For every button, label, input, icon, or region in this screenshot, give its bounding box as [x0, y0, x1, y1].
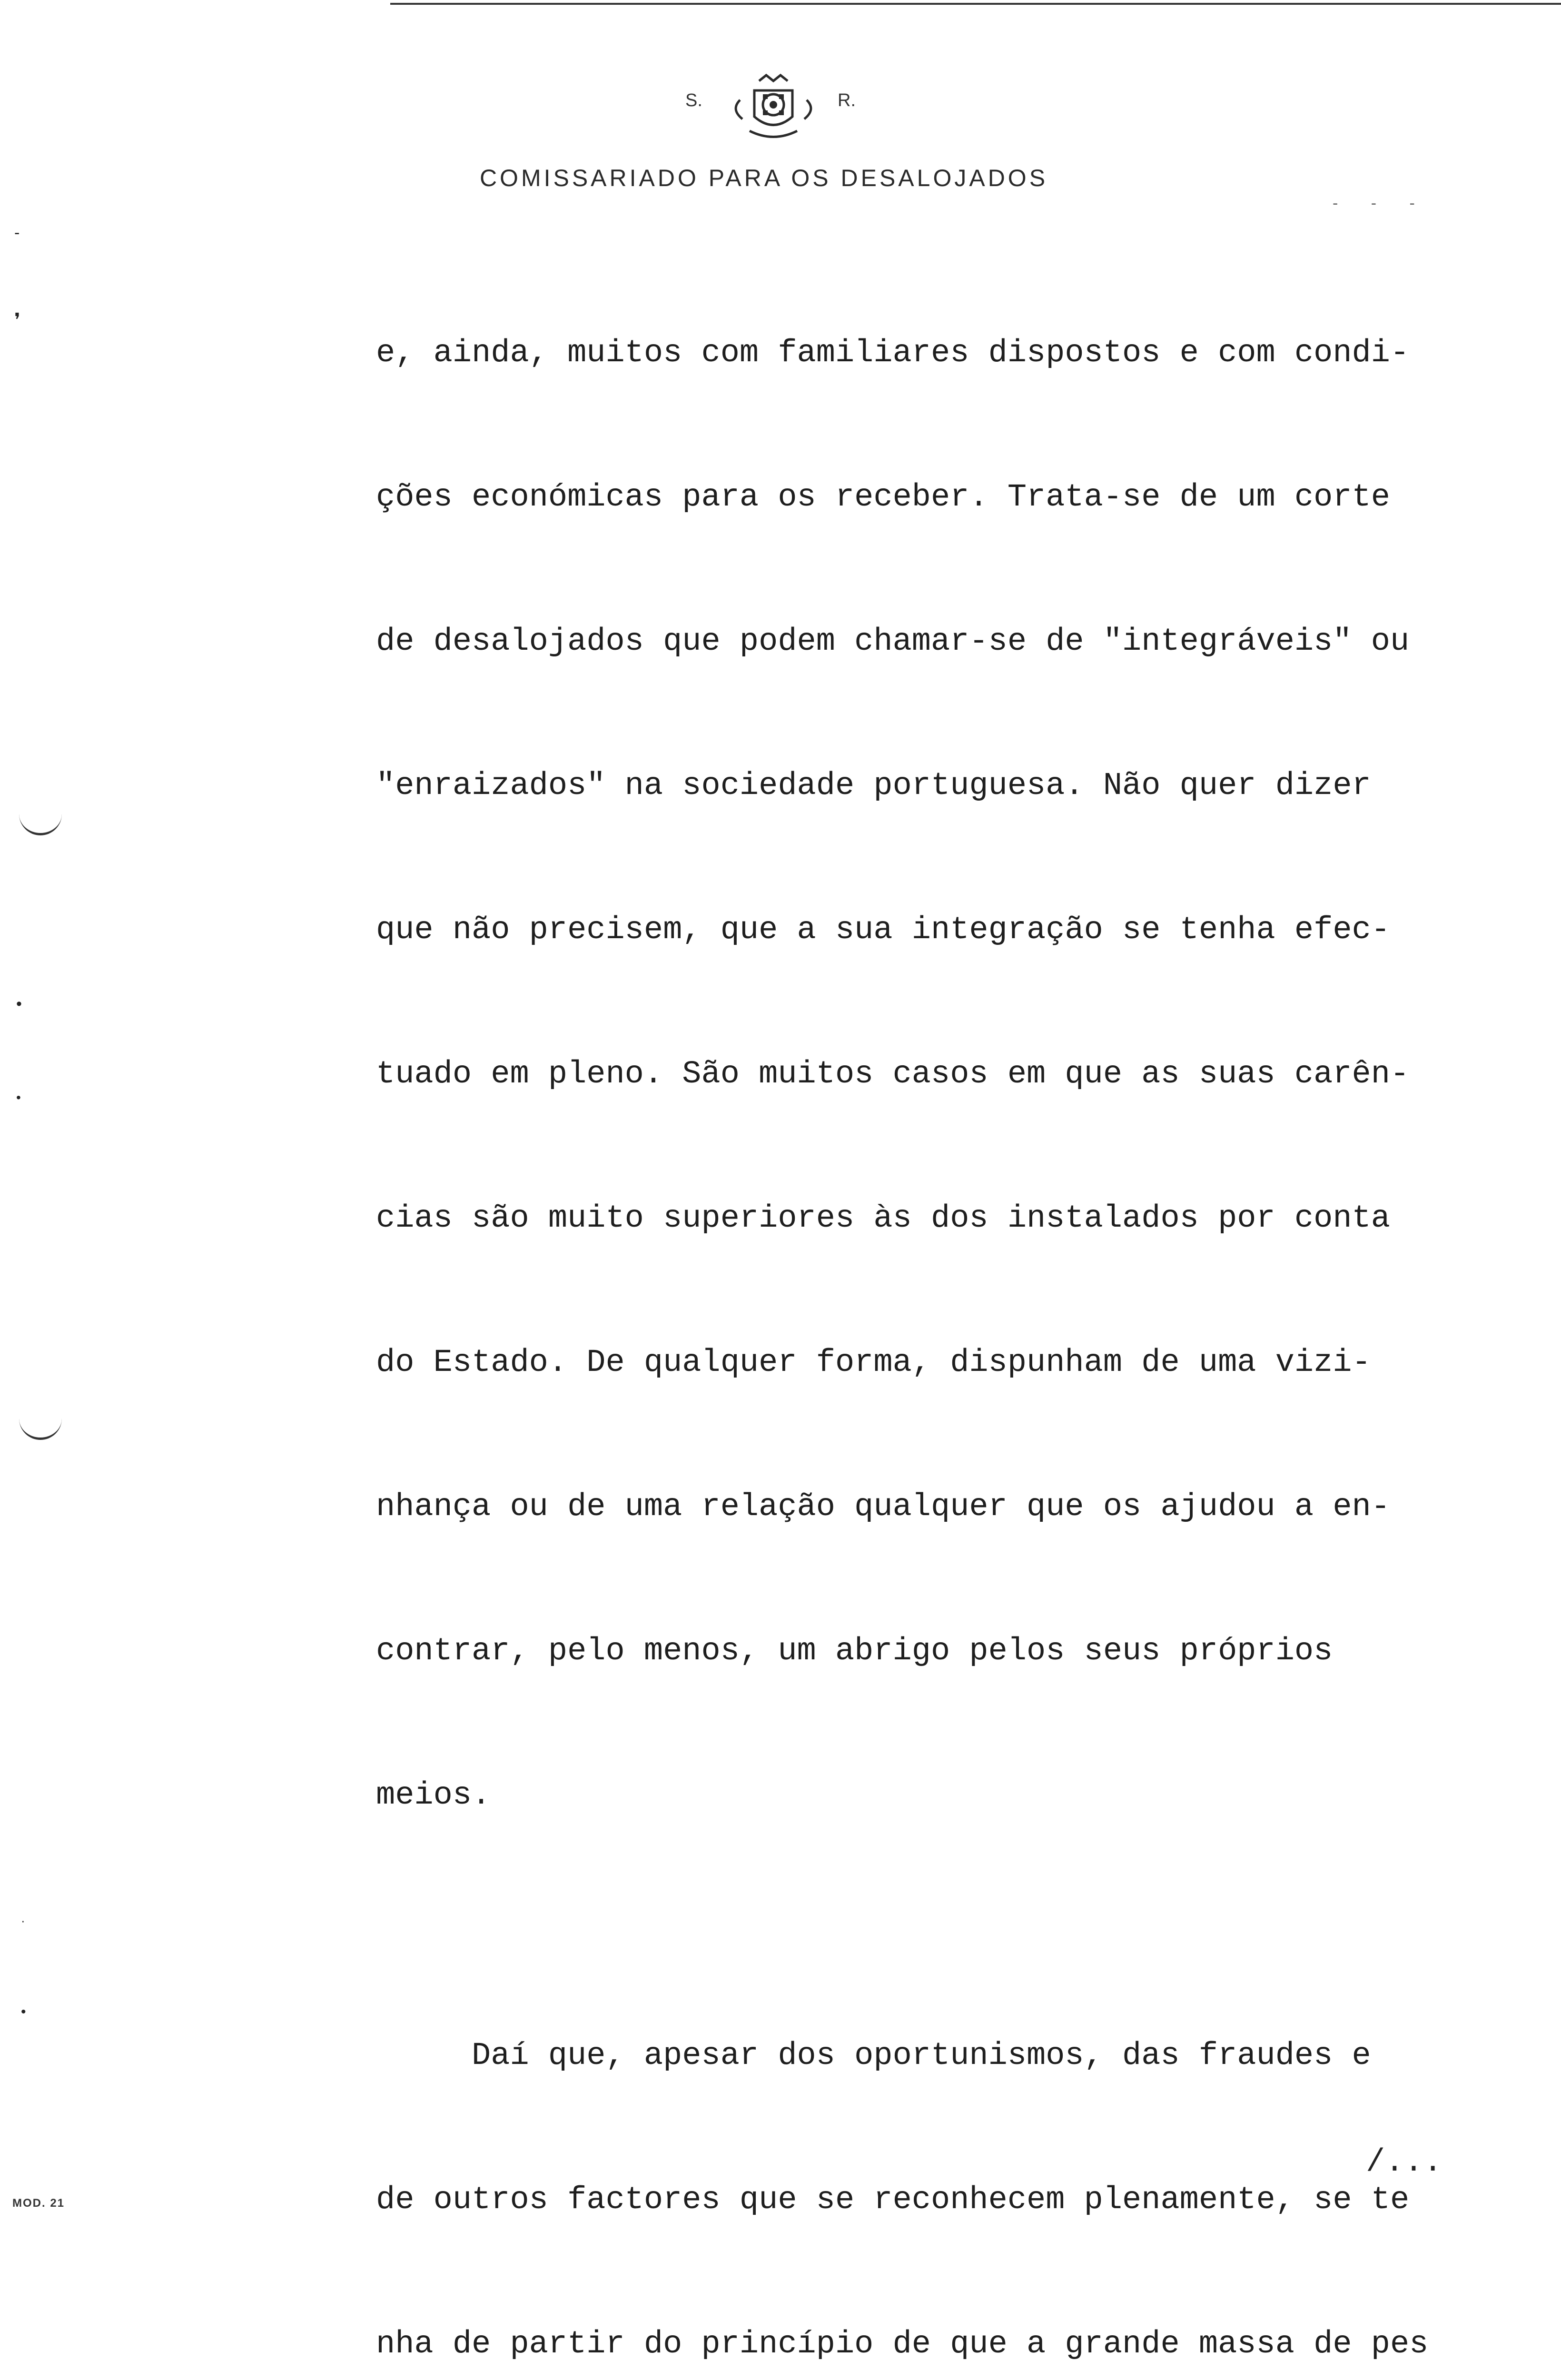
letterhead-right-letter: R. — [838, 90, 856, 110]
text-line: de desalojados que podem chamar-se de "integráveis" ou — [376, 624, 1410, 660]
text-line: do Estado. De qualquer forma, dispunham de uma vizi- — [376, 1345, 1371, 1381]
text-line: ções económicas para os receber. Trata-se de um corte — [376, 479, 1390, 516]
margin-arc — [19, 809, 62, 835]
letterhead — [0, 71, 1561, 212]
margin-arc — [19, 1414, 62, 1440]
letterhead-left-letter: S. — [685, 90, 702, 110]
margin-mark: • — [21, 2004, 26, 2020]
text-line: de outros factores que se reconhecem plenamente, se te — [376, 2182, 1410, 2218]
coat-of-arms-emblem — [721, 71, 826, 148]
text-line: nha de partir do princípio de que a grande massa de pes — [376, 2326, 1429, 2362]
header-dash-marks: - - - — [1333, 194, 1429, 212]
continuation-mark: /... — [1366, 2144, 1442, 2181]
margin-mark: · — [21, 1914, 25, 1928]
text-line: tuado em pleno. São muitos casos em que as suas carên- — [376, 1056, 1410, 1092]
form-code: MOD. 21 — [12, 2197, 65, 2210]
letterhead-title: COMISSARIADO PARA OS DESALOJADOS — [479, 165, 1048, 191]
paragraph-1 — [376, 233, 1485, 1916]
margin-mark: • — [16, 995, 22, 1013]
text-line: e, ainda, muitos com familiares dispostos e com condi- — [376, 335, 1410, 371]
text-line: Daí que, apesar dos oportunismos, das fraudes e — [376, 2038, 1371, 2074]
text-line: que não precisem, que a sua integração se tenha efec- — [376, 912, 1390, 948]
margin-mark: • — [16, 1090, 21, 1105]
document-body — [376, 233, 1485, 2380]
text-line: "enraizados" na sociedade portuguesa. Não quer dizer — [376, 768, 1371, 804]
text-line: nhança ou de uma relação qualquer que os ajudou a en- — [376, 1489, 1390, 1525]
margin-mark: ❜ — [14, 310, 20, 331]
paragraph-2 — [376, 1936, 1485, 2380]
text-line: meios. — [376, 1777, 491, 1814]
text-line: contrar, pelo menos, um abrigo pelos seus próprios — [376, 1633, 1333, 1669]
text-line: cias são muito superiores às dos instalados por conta — [376, 1200, 1390, 1237]
top-rule — [390, 3, 1561, 5]
margin-mark: - — [14, 224, 20, 242]
